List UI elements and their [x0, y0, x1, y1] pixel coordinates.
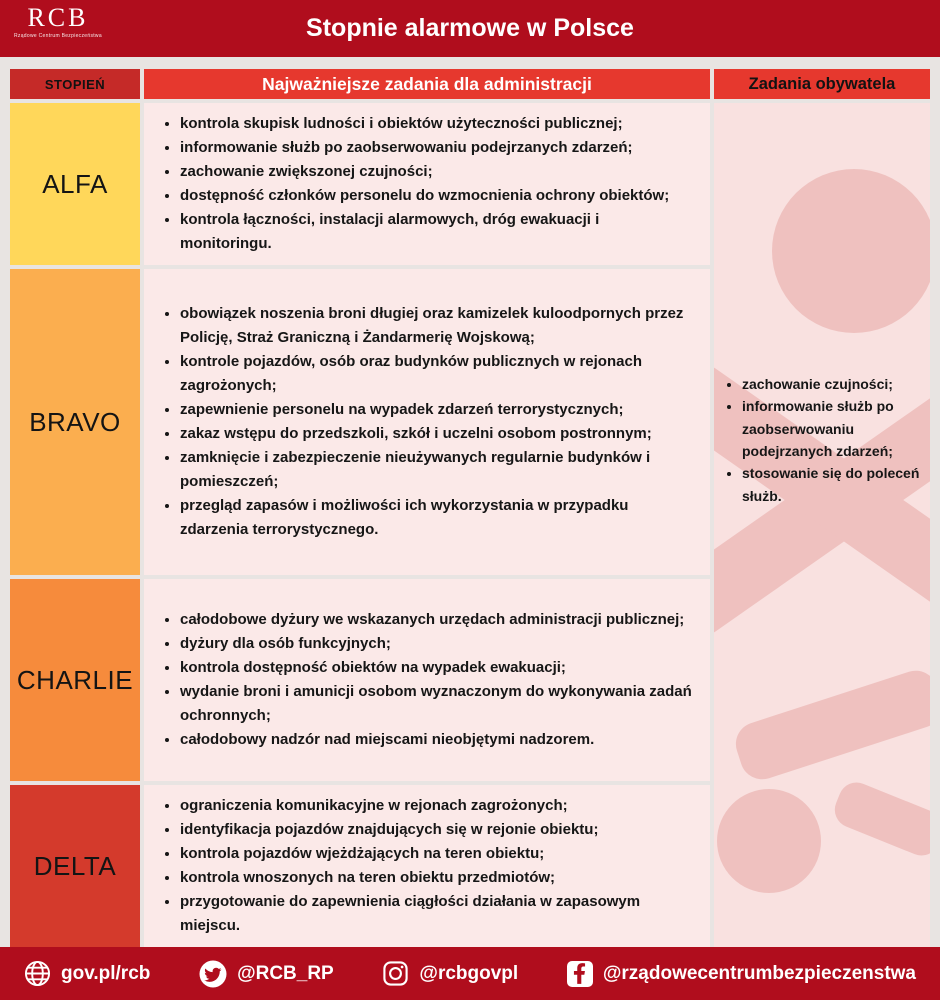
admin-tasks-cell-delta [144, 785, 710, 947]
globe-icon [24, 960, 51, 987]
task-item: • kontrola łączności, instalacji alarmowych, dróg ewakuacji i monitoringu. [180, 208, 694, 256]
level-cell-charlie [10, 579, 140, 781]
footer-label-twitter: @RCB_RP [237, 962, 334, 984]
level-name: BRAVO [29, 406, 121, 437]
column-header-citizen: Zadania obywatela [714, 69, 930, 99]
task-item: • zakaz wstępu do przedszkoli, szkół i uczelni osobom postronnym; [180, 422, 694, 446]
level-cell-delta [10, 785, 140, 947]
header-bar [0, 0, 940, 57]
footer-label-instagram: @rcbgovpl [419, 962, 519, 984]
alert-levels-table [10, 69, 930, 947]
twitter-icon [199, 960, 227, 988]
task-item: • dostępność członków personelu do wzmocnienia ochrony obiektów; [180, 184, 694, 208]
task-item: • ograniczenia komunikacyjne w rejonach zagrożonych; [180, 794, 694, 818]
rcb-logo-text: RCB [27, 3, 89, 32]
task-item: • informowanie służb po zaobserwowaniu podejrzanych zdarzeń; [180, 136, 694, 160]
rcb-logo [14, 5, 102, 39]
level-cell-alfa [10, 103, 140, 265]
task-item: • kontrola wnoszonych na teren obiektu przedmiotów; [180, 866, 694, 890]
admin-tasks-cell-charlie [144, 579, 710, 781]
level-name: CHARLIE [16, 664, 134, 695]
column-header-level: STOPIEŃ [10, 69, 140, 99]
citizen-tasks-cell [714, 103, 930, 947]
footer-link-facebook[interactable] [567, 961, 916, 987]
footer-link-twitter[interactable] [199, 960, 334, 988]
citizen-task-item: • stosowanie się do poleceń służb. [742, 462, 922, 507]
footer-label-facebook: @rządowecentrumbezpieczenstwa [602, 962, 916, 984]
rcb-logo-subtitle: Rządowe Centrum Bezpieczeństwa [14, 33, 102, 39]
task-item: • zachowanie zwiększonej czujności; [180, 160, 694, 184]
column-header-admin: Najważniejsze zadania dla administracji [144, 69, 710, 99]
task-item: • kontrola pojazdów wjeżdżających na teren obiektu; [180, 842, 694, 866]
task-item: • obowiązek noszenia broni długiej oraz kamizelek kuloodpornych przez Policję, Straż Graniczną i Żandarmerię Wojskową; [180, 302, 694, 350]
instagram-icon [382, 960, 409, 987]
threat-watermark-graphic [714, 103, 930, 947]
admin-tasks-cell-alfa [144, 103, 710, 265]
task-item: • kontrola dostępność obiektów na wypadek ewakuacji; [180, 656, 694, 680]
footer-link-govpl[interactable] [24, 960, 150, 987]
task-item: • dyżury dla osób funkcyjnych; [180, 632, 694, 656]
footer-label-govpl: gov.pl/rcb [61, 962, 151, 984]
task-item: • całodobowe dyżury we wskazanych urzędach administracji publicznej; [180, 608, 694, 632]
task-item: • przegląd zapasów i możliwości ich wykorzystania w przypadku zdarzenia terrorystycznego. [180, 494, 694, 542]
citizen-task-item: • zachowanie czujności; [742, 373, 922, 395]
admin-task-list [154, 112, 694, 256]
task-item: • całodobowy nadzór nad miejscami nieobjętymi nadzorem. [180, 728, 694, 752]
page-title: Stopnie alarmowe w Polsce [306, 14, 634, 42]
footer-bar [0, 947, 940, 1000]
citizen-task-item: • informowanie służb po zaobserwowaniu podejrzanych zdarzeń; [742, 395, 922, 462]
admin-task-list [154, 608, 694, 752]
admin-task-list [154, 302, 694, 542]
task-item: • kontrola skupisk ludności i obiektów użyteczności publicznej; [180, 112, 694, 136]
footer-link-instagram[interactable] [382, 960, 518, 987]
level-name: DELTA [33, 850, 117, 881]
task-item: • identyfikacja pojazdów znajdujących się w rejonie obiektu; [180, 818, 694, 842]
admin-task-list [154, 794, 694, 938]
citizen-task-list [714, 373, 922, 507]
task-item: • przygotowanie do zapewnienia ciągłości działania w zapasowym miejscu. [180, 890, 694, 938]
task-item: • zamknięcie i zabezpieczenie nieużywanych regularnie budynków i pomieszczeń; [180, 446, 694, 494]
admin-tasks-cell-bravo [144, 269, 710, 575]
facebook-icon [567, 961, 593, 987]
task-item: • kontrole pojazdów, osób oraz budynków publicznych w rejonach zagrożonych; [180, 350, 694, 398]
task-item: • zapewnienie personelu na wypadek zdarzeń terrorystycznych; [180, 398, 694, 422]
level-name: ALFA [42, 168, 108, 199]
task-item: • wydanie broni i amunicji osobom wyznaczonym do wykonywania zadań ochronnych; [180, 680, 694, 728]
level-cell-bravo [10, 269, 140, 575]
